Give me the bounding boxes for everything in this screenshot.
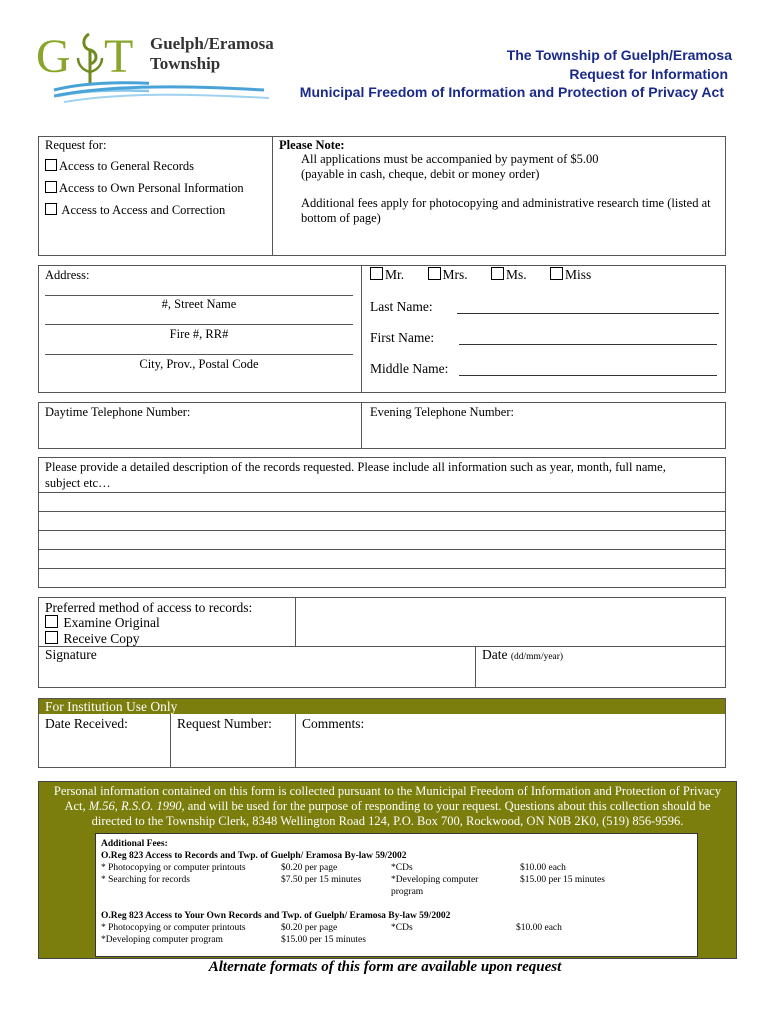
request-option-general[interactable] — [45, 159, 194, 174]
address-section — [38, 265, 726, 393]
daytime-phone-label: Daytime Telephone Number: — [45, 405, 191, 419]
description-line1: Please provide a detailed description of the records requested. Please include all information such as year, month, full name, — [45, 460, 666, 474]
note-title: Please Note: — [279, 138, 345, 152]
date-divider — [475, 646, 476, 687]
fees-title: Additional Fees: — [101, 839, 168, 849]
comments-label: Comments: — [302, 716, 365, 731]
header-request: Request for Information — [569, 66, 728, 82]
checkbox-ms[interactable] — [491, 267, 504, 280]
checkbox-mrs[interactable] — [428, 267, 441, 280]
privacy-line2-a: Act, — [64, 799, 89, 813]
date-format: (dd/mm/year) — [510, 652, 564, 662]
svg-text:G: G — [36, 30, 71, 83]
privacy-line2 — [39, 799, 736, 814]
title-mr[interactable] — [370, 267, 404, 282]
last-name-label: Last Name: — [370, 299, 433, 314]
fees-r4c2: $15.00 per 15 minutes — [281, 935, 366, 945]
logo-name-line1: Guelph/Eramosa — [150, 34, 274, 53]
institution-divider2 — [295, 714, 296, 767]
title-label: Miss — [565, 267, 592, 282]
middle-name-label: Middle Name: — [370, 361, 449, 376]
city-caption: City, Prov., Postal Code — [139, 357, 259, 371]
address-label: Address: — [45, 268, 90, 282]
fees-r3c1: * Photocopying or computer printouts — [101, 923, 246, 933]
logo-wave-icon — [54, 76, 274, 106]
fees-r1c2: $0.20 per page — [281, 863, 338, 873]
title-options — [370, 267, 591, 283]
evening-phone-label: Evening Telephone Number: — [370, 405, 514, 419]
fees-box — [95, 833, 698, 957]
institution-divider1 — [170, 714, 171, 767]
description-row[interactable] — [39, 492, 725, 493]
request-section — [38, 136, 726, 256]
note-line3: Additional fees apply for photocopying and administrative research time (listed at — [301, 196, 711, 210]
fees-r3c4: $10.00 each — [516, 923, 562, 933]
first-name-label: First Name: — [370, 330, 435, 345]
fees-r3c3: *CDs — [391, 923, 413, 933]
checkbox-correction[interactable] — [45, 203, 57, 215]
note-line1: All applications must be accompanied by payment of $5.00 — [301, 152, 599, 166]
privacy-line3: directed to the Township Clerk, 8348 Wellington Road 124, P.O. Box 700, Rockwood, ON N0B 2K0, (519) 856-9596. — [91, 814, 684, 828]
description-row[interactable] — [39, 530, 725, 531]
last-name-field[interactable] — [457, 313, 719, 314]
checkbox-general[interactable] — [45, 159, 57, 171]
description-row[interactable] — [39, 549, 725, 550]
fees-r2c3b: program — [391, 887, 424, 897]
request-option-personal[interactable] — [45, 181, 244, 196]
phone-divider — [361, 403, 362, 448]
note-line4: bottom of page) — [301, 211, 381, 225]
fees-r2c2: $7.50 per 15 minutes — [281, 875, 362, 885]
request-label: Request for: — [45, 138, 107, 152]
method-label: Preferred method of access to records: — [45, 600, 253, 615]
date-label-wrap — [482, 647, 563, 663]
checkbox-miss[interactable] — [550, 267, 563, 280]
institution-section — [38, 698, 726, 768]
title-mrs[interactable] — [428, 267, 468, 282]
description-section — [38, 457, 726, 588]
fire-caption: Fire #, RR# — [169, 327, 229, 341]
privacy-statute: M.56, R.S.O. 1990, — [88, 799, 185, 813]
privacy-panel — [38, 781, 737, 959]
method-divider — [295, 598, 296, 646]
note-line2: (payable in cash, cheque, debit or money order) — [301, 167, 540, 181]
privacy-line2-c: and will be used for the purpose of responding to your request. Questions about this collection should be — [184, 799, 711, 813]
title-ms[interactable] — [491, 267, 527, 282]
signature-field[interactable] — [41, 648, 471, 686]
fees-r2c1: * Searching for records — [101, 875, 190, 885]
street-caption: #, Street Name — [161, 297, 237, 311]
signature-label: Signature — [45, 647, 97, 662]
option-label: Access to Access and Correction — [59, 203, 226, 217]
fees-r4c1: *Developing computer program — [101, 935, 223, 945]
copy-label: Receive Copy — [63, 631, 140, 646]
checkbox-copy[interactable] — [45, 631, 58, 644]
examine-label: Examine Original — [63, 615, 160, 630]
township-logo — [34, 24, 274, 106]
phone-section — [38, 402, 726, 449]
description-line2: subject etc… — [45, 476, 111, 490]
address-line3[interactable] — [45, 354, 353, 355]
institution-title: For Institution Use Only — [45, 699, 178, 714]
address-line1[interactable] — [45, 295, 353, 296]
date-field[interactable] — [479, 664, 723, 686]
option-label: Access to Own Personal Information — [59, 181, 244, 195]
fees-r3c2: $0.20 per page — [281, 923, 338, 933]
header-act: Municipal Freedom of Information and Protection of Privacy Act — [299, 84, 724, 100]
svg-text:T: T — [104, 30, 134, 83]
title-miss[interactable] — [550, 267, 591, 282]
method-copy[interactable] — [45, 631, 139, 647]
fees-reg1: O.Reg 823 Access to Records and Twp. of Guelph/ Eramosa By-law 59/2002 — [101, 851, 407, 861]
fees-r2c3a: *Developing computer — [391, 875, 479, 885]
date-received-label: Date Received: — [45, 716, 128, 731]
logo-name-line2: Township — [150, 54, 221, 73]
daytime-phone-field[interactable] — [41, 421, 357, 445]
checkbox-examine[interactable] — [45, 615, 58, 628]
checkbox-personal[interactable] — [45, 181, 57, 193]
request-number-label: Request Number: — [177, 716, 272, 731]
request-divider — [272, 137, 273, 255]
title-label: Mr. — [385, 267, 405, 282]
header-township: The Township of Guelph/Eramosa — [506, 47, 732, 63]
fees-r1c1: * Photocopying or computer printouts — [101, 863, 246, 873]
date-label: Date — [482, 647, 508, 662]
first-name-field[interactable] — [459, 344, 717, 345]
fees-r1c4: $10.00 each — [520, 863, 566, 873]
title-label: Ms. — [506, 267, 527, 282]
description-row[interactable] — [39, 568, 725, 569]
title-label: Mrs. — [442, 267, 468, 282]
signature-rule — [39, 646, 725, 647]
middle-name-field[interactable] — [459, 375, 717, 376]
fees-r2c4: $15.00 per 15 minutes — [520, 875, 605, 885]
request-option-correction[interactable] — [45, 203, 225, 218]
fees-reg2: O.Reg 823 Access to Your Own Records and Twp. of Guelph/ Eramosa By-law 59/2002 — [101, 911, 451, 921]
method-section — [38, 597, 726, 688]
address-line2[interactable] — [45, 324, 353, 325]
fees-r1c3: *CDs — [391, 863, 413, 873]
checkbox-mr[interactable] — [370, 267, 383, 280]
address-divider — [361, 266, 362, 392]
option-label: Access to General Records — [59, 159, 195, 173]
footer-note: Alternate formats of this form are available upon request — [208, 959, 562, 975]
description-row[interactable] — [39, 511, 725, 512]
method-examine[interactable] — [45, 615, 160, 631]
privacy-line1: Personal information contained on this form is collected pursuant to the Municipal Freedom of Information and Protection of Privacy — [53, 784, 722, 798]
evening-phone-field[interactable] — [365, 421, 721, 445]
